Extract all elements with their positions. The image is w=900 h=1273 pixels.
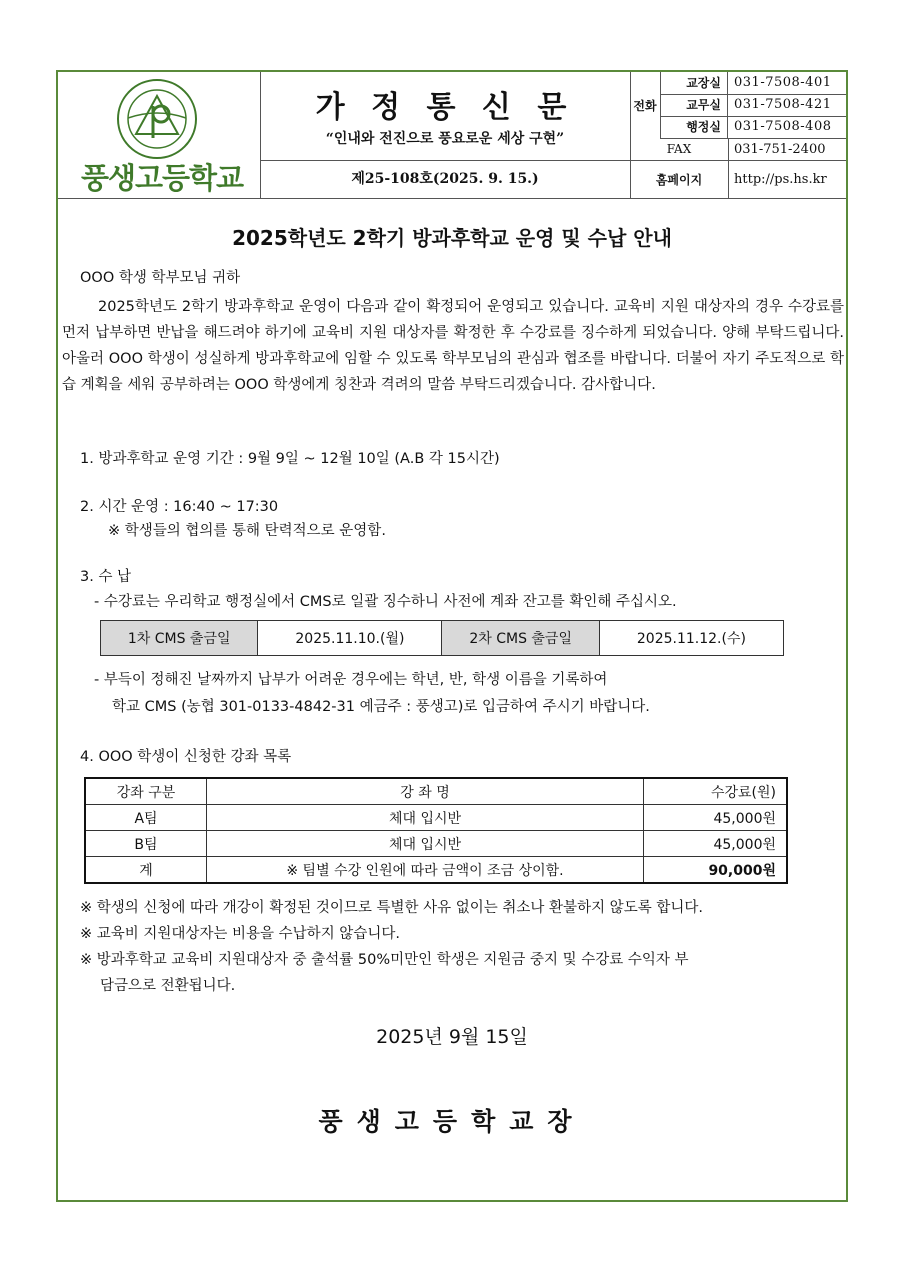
column-header: 강 좌 명 [207,778,644,805]
newsletter-title: 가 정 통 신 문 [315,90,575,125]
total-label: 계 [85,857,207,884]
contact-value: 031-7508-421 [734,97,832,112]
contact-row [660,94,846,117]
contact-label: 교장실 [660,72,728,94]
header [58,72,846,199]
issue-number: 제25-108호(2025. 9. 15.) [260,160,631,198]
item-time: 2. 시간 운영 : 16:40 ~ 17:30 [80,499,279,515]
contact-row [660,116,846,139]
note-attendance: ※ 방과후학교 교육비 지원대상자 중 출석률 50%미만인 학생은 지원금 중지 및 수강료 수익자 부 [80,952,689,968]
fax-value: 031-751-2400 [734,141,826,157]
school-motto: “인내와 전진으로 풍요로운 세상 구현” [325,131,565,147]
contact-table [630,72,846,198]
course-fee: 45,000원 [644,831,788,857]
item-period: 1. 방과후학교 운영 기간 : 9월 9일 ~ 12월 10일 (A.B 각 15시간) [80,451,500,467]
item-payment: 3. 수 납 [80,569,132,585]
contact-value: 031-7508-401 [734,75,832,90]
intro-paragraph: 2025학년도 2학기 방과후학교 운영이 다음과 같이 확정되어 운영되고 있습니다. 교육비 지원 대상자의 경우 수강료를 먼저 납부하면 반납을 해드려야 하기에 교육비 지원 대상자를 확정한 후 수강료를 징수하게 되었습니다. 양해 부탁드립니다. 아울러 OOO 학생이 성실하게 방과후학교에 임할 수 있도록 학부모님의 관심과 협조를 바랍니다. 더불어 자기 주도적으로 학습 계획을 세워 공부하려는 OOO 학생에게 칭찬과 격려의 말씀 부탁드리겠습니다. 감사합니다. [62,299,844,393]
total-note: ※ 팀별 수강 인원에 따라 금액이 조금 상이함. [207,857,644,884]
document-frame [56,70,848,1202]
total-fee: 90,000원 [644,857,788,884]
phone-label: 전화 [630,72,661,138]
school-seal-icon [116,78,198,160]
item-time-note: ※ 학생들의 협의를 통해 탄력적으로 운영함. [108,523,386,539]
note-attendance-cont: 담금으로 전환됩니다. [100,978,236,994]
cms-second-label: 2차 CMS 출금일 [442,621,599,656]
cms-second-date: 2025.11.12.(수) [599,621,783,656]
table-row [85,805,787,831]
payment-note-2: 학교 CMS (농협 301-0133-4842-31 예금주 : 풍생고)로 입금하여 주시기 바랍니다. [112,699,650,715]
payment-instruction: - 수강료는 우리학교 행정실에서 CMS로 일괄 징수하니 사전에 계좌 잔고를 확인해 주십시오. [94,594,677,610]
table-row [101,621,784,656]
contact-label: 행정실 [660,116,728,138]
school-name-logo: 풍생고등학교 [80,161,244,195]
course-name: 체대 입시반 [207,805,644,831]
title-cell [260,72,631,161]
cms-schedule-table [100,620,784,656]
principal-signature: 풍생고등학교장 [318,1107,586,1136]
column-header: 강좌 구분 [85,778,207,805]
note-refund: ※ 학생의 신청에 따라 개강이 확정된 것이므로 특별한 사유 없이는 취소나 환불하지 않도록 합니다. [80,900,703,916]
homepage-link[interactable]: http://ps.hs.kr [734,171,827,187]
homepage-label: 홈페이지 [630,160,729,198]
table-row [85,831,787,857]
cms-first-date: 2025.11.10.(월) [258,621,442,656]
contact-value: 031-7508-408 [734,119,832,134]
homepage-row [630,160,846,198]
course-name: 체대 입시반 [207,831,644,857]
issue-date: 2025년 9월 15일 [376,1026,528,1048]
table-total-row [85,857,787,884]
document-title: 2025학년도 2학기 방과후학교 운영 및 수납 안내 [232,226,672,250]
note-support: ※ 교육비 지원대상자는 비용을 수납하지 않습니다. [80,926,400,942]
contact-row [660,72,846,95]
greeting: OOO 학생 학부모님 귀하 [80,270,241,286]
cms-first-label: 1차 CMS 출금일 [101,621,258,656]
course-group: A팀 [85,805,207,831]
fax-row [630,138,846,161]
course-group: B팀 [85,831,207,857]
item-courses: 4. OOO 학생이 신청한 강좌 목록 [80,749,292,765]
logo-cell [58,72,261,198]
fax-label: FAX [630,138,729,160]
course-fee: 45,000원 [644,805,788,831]
contact-label: 교무실 [660,94,728,116]
payment-note-1: - 부득이 정해진 날짜까지 납부가 어려운 경우에는 학년, 반, 학생 이름을 기록하여 [94,672,608,688]
course-table [84,777,788,884]
column-header: 수강료(원) [644,778,788,805]
table-header-row [85,778,787,805]
